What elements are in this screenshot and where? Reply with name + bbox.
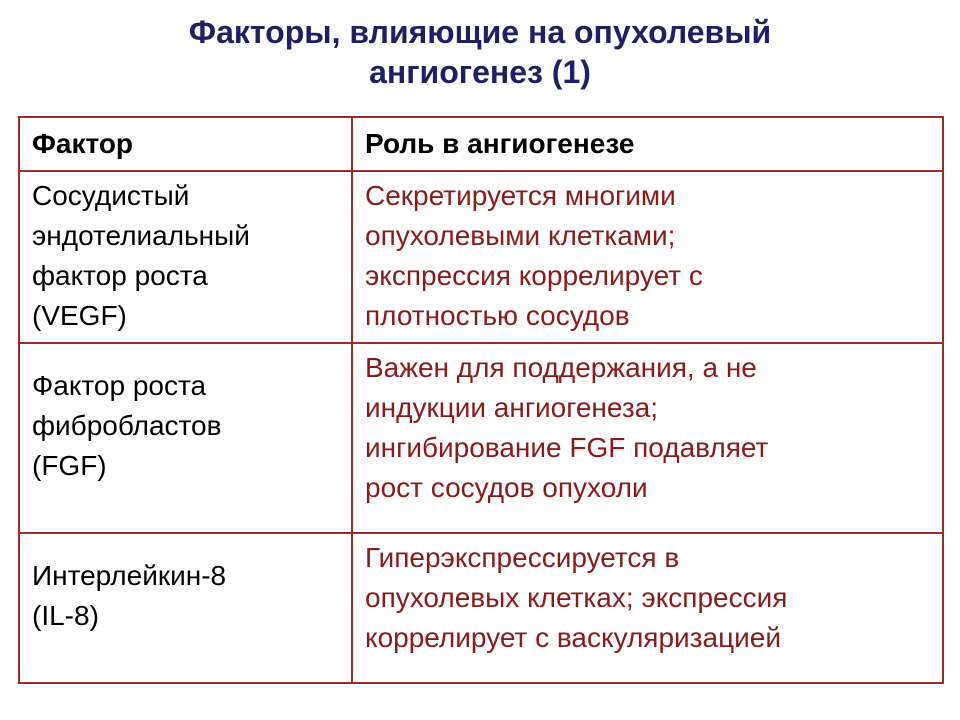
- table-header-row: [19, 117, 943, 171]
- factor-text-line: Сосудистый: [32, 180, 190, 211]
- factor-table: [18, 116, 944, 684]
- slide-title-line-1: Факторы, влияющие на опухолевый: [188, 14, 772, 50]
- factor-text-line: Фактор роста: [32, 370, 207, 401]
- role-text-line: экспрессия коррелирует с: [365, 260, 703, 291]
- role-cell-il8: [352, 533, 943, 683]
- factor-text-line: (VEGF): [32, 300, 127, 331]
- slide-title-line-2: ангиогенез (1): [369, 54, 591, 90]
- role-text-line: Важен для поддержания, а не: [365, 352, 757, 383]
- role-text-line: рост сосудов опухоли: [365, 472, 648, 503]
- factor-text-line: (IL-8): [32, 600, 99, 631]
- role-text-line: коррелирует с васкуляризацией: [365, 622, 781, 653]
- factor-cell-fgf: [19, 343, 352, 533]
- role-cell-fgf: [352, 343, 943, 533]
- role-text-line: плотностью сосудов: [365, 300, 630, 331]
- role-text-line: индукции ангиогенеза;: [365, 392, 659, 423]
- role-cell-vegf: [352, 171, 943, 343]
- table-row: [19, 533, 943, 683]
- role-text-line: ингибирование FGF подавляет: [365, 432, 769, 463]
- header-factor: Фактор: [19, 117, 352, 171]
- factor-cell-il8: [19, 533, 352, 683]
- factor-text-line: Интерлейкин-8: [32, 560, 227, 591]
- factor-cell-vegf: [19, 171, 352, 343]
- table-row: [19, 171, 943, 343]
- role-text-line: Секретируется многими: [365, 180, 676, 211]
- slide-title: [0, 12, 960, 92]
- table-row: [19, 343, 943, 533]
- header-role: Роль в ангиогенезе: [352, 117, 943, 171]
- role-text-line: опухолевых клетках; экспрессия: [365, 582, 788, 613]
- role-text-line: Гиперэкспрессируется в: [365, 542, 680, 573]
- factor-text-line: фибробластов: [32, 410, 222, 441]
- factor-text-line: фактор роста: [32, 260, 208, 291]
- factor-text-line: (FGF): [32, 450, 107, 481]
- role-text-line: опухолевыми клетками;: [365, 220, 676, 251]
- factor-text-line: эндотелиальный: [32, 220, 250, 251]
